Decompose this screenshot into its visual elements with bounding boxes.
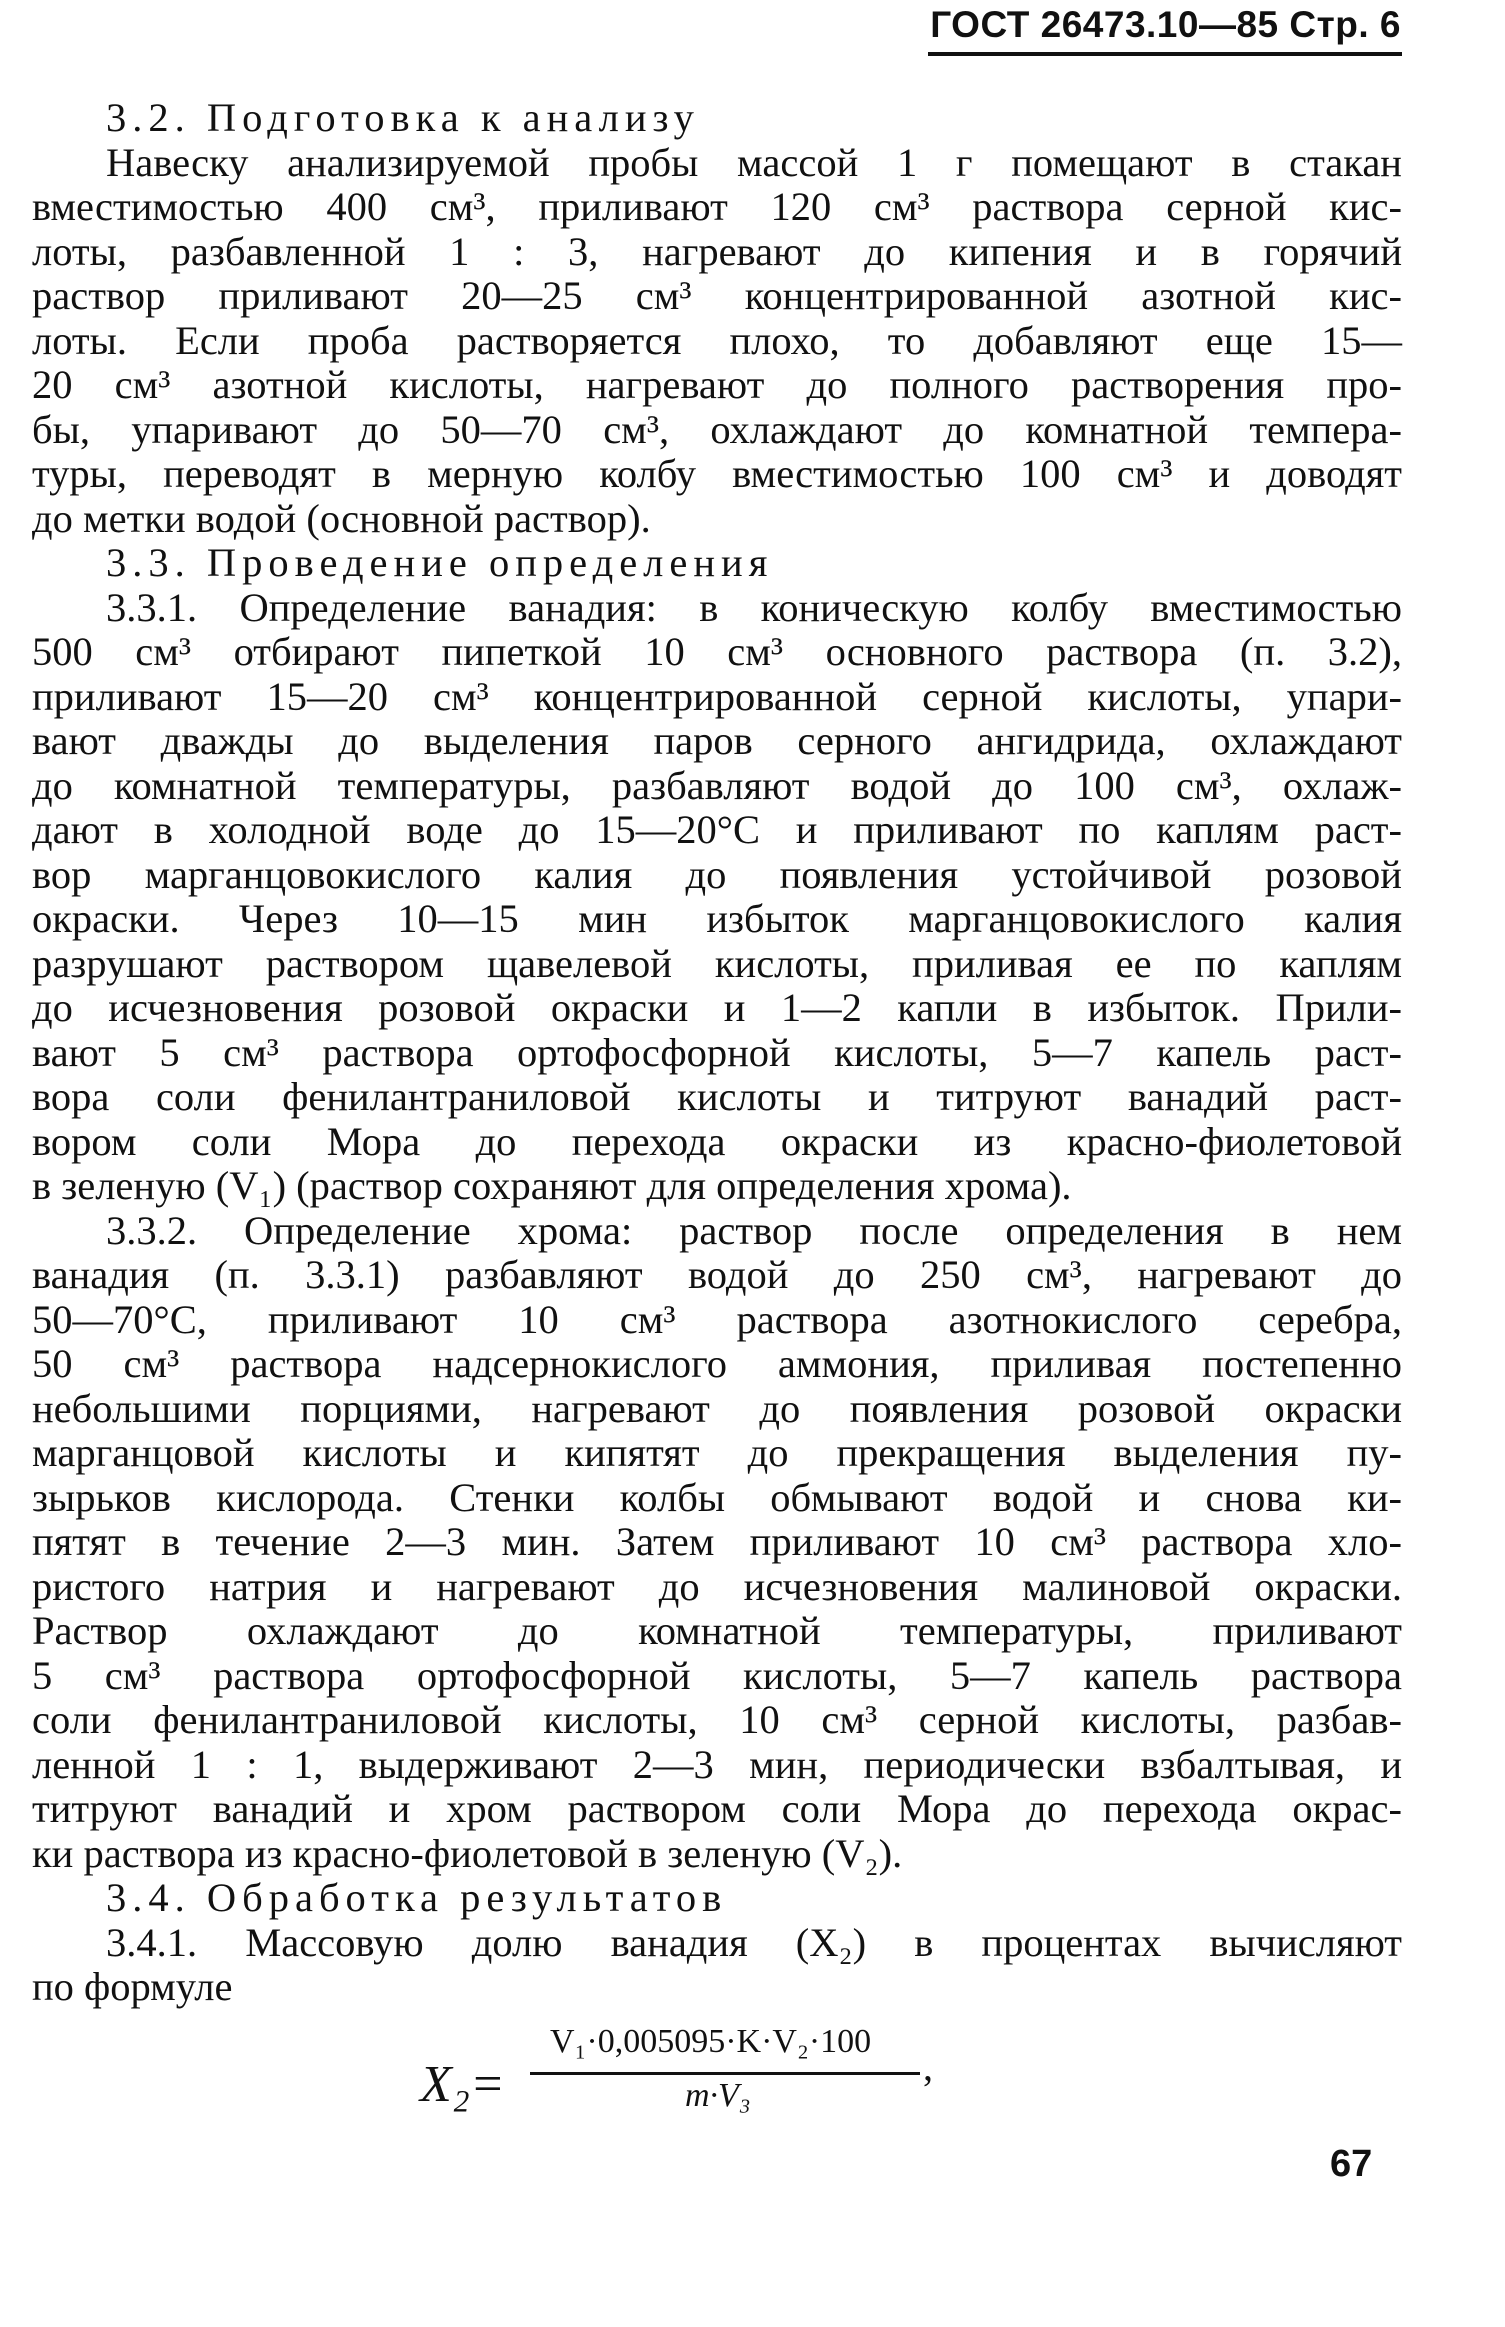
text-line: разрушают раствором щавелевой кислоты, приливая ее по каплям — [32, 940, 1402, 986]
text-line: небольшими порциями, нагревают до появления розовой окраски — [32, 1385, 1402, 1431]
text-line: до исчезновения розовой окраски и 1—2 капли в избыток. Прили- — [32, 985, 1402, 1030]
text-line: 3.3.2. Определение хрома: раствор после определения в нем — [106, 1207, 1402, 1253]
page-number: 67 — [1330, 2143, 1373, 2185]
section-heading-3-2: 3.2. Подготовка к анализу — [106, 95, 700, 140]
formula-comma: , — [923, 2044, 933, 2089]
page-header — [930, 4, 1401, 46]
text-line: титруют ванадий и хром раствором соли Мора до перехода окрас- — [32, 1786, 1402, 1831]
text-line: приливают 15—20 см³ концентрированной серной кислоты, упари- — [32, 673, 1402, 719]
text-line: вают дважды до выделения паров серного ангидрида, охлаждают — [32, 718, 1402, 763]
standard-code: ГОСТ 26473.10—85 — [930, 4, 1279, 45]
text-line: 500 см³ отбирают пипеткой 10 см³ основного раствора (п. 3.2), — [32, 629, 1402, 674]
formula-numerator: V₁·0,005095·K·V₂·100 — [550, 2023, 872, 2060]
text-line: 5 см³ раствора ортофосфорной кислоты, 5—7 капель раствора — [32, 1652, 1402, 1698]
text-line: 50 см³ раствора надсернокислого аммония, приливая постепенно — [32, 1341, 1402, 1386]
vanadium-formula — [420, 2023, 1020, 2125]
formula-lhs: X₂= — [420, 2056, 505, 2113]
text-line: окраски. Через 10—15 мин избыток марганцовокислого калия — [32, 896, 1402, 941]
text-line: вором соли Мора до перехода окраски из красно-фиолетовой — [32, 1118, 1402, 1164]
text-line: соли фенилантраниловой кислоты, 10 см³ серной кислоты, разбав- — [32, 1697, 1402, 1742]
text-line: ристого натрия и нагревают до исчезновения малиновой окраски. — [32, 1563, 1402, 1609]
section-heading-3-4: 3.4. Обработка результатов — [106, 1875, 728, 1920]
text-line: ки раствора из красно-фиолетовой в зеленую (V₂). — [32, 1830, 903, 1876]
text-line: лоты, разбавленной 1 : 3, нагревают до кипения и в горячий — [32, 228, 1402, 274]
text-line: вают 5 см³ раствора ортофосфорной кислоты, 5—7 капель раст- — [32, 1029, 1402, 1075]
text-line: пятят в течение 2—3 мин. Затем приливают 10 см³ раствора хло- — [32, 1519, 1402, 1564]
formula-denominator: m·V₃ — [685, 2077, 751, 2114]
text-line: 20 см³ азотной кислоты, нагревают до полного растворения про- — [32, 362, 1402, 407]
text-line: ленной 1 : 1, выдерживают 2—3 мин, периодически взбалтывая, и — [32, 1741, 1402, 1787]
text-line: вместимостью 400 см³, приливают 120 см³ раствора серной кис- — [32, 184, 1402, 229]
text-line: вор марганцовокислого калия до появления устойчивой розовой — [32, 851, 1402, 897]
text-line: ванадия (п. 3.3.1) разбавляют водой до 250 см³, нагревают до — [32, 1252, 1402, 1297]
text-line: туры, переводят в мерную колбу вместимостью 100 см³ и доводят — [32, 451, 1402, 496]
text-line: 3.3.1. Определение ванадия: в коническую колбу вместимостью — [106, 584, 1402, 630]
text-line: бы, упаривают до 50—70 см³, охлаждают до комнатной темпера- — [32, 406, 1402, 452]
text-line: Раствор охлаждают до комнатной температуры, приливают — [32, 1608, 1402, 1653]
body-text — [32, 96, 1402, 2010]
text-line: в зеленую (V₁) (раствор сохраняют для определения хрома). — [32, 1163, 1072, 1208]
text-line: вора соли фенилантраниловой кислоты и титруют ванадий раст- — [32, 1074, 1402, 1119]
text-line: лоты. Если проба растворяется плохо, то добавляют еще 15— — [32, 317, 1402, 363]
text-line: зырьков кислорода. Стенки колбы обмывают водой и снова ки- — [32, 1474, 1402, 1520]
section-heading-3-3: 3.3. Проведение определения — [106, 540, 774, 585]
fraction-bar — [530, 2072, 920, 2075]
text-line: по формуле — [32, 1964, 233, 2009]
text-line: 50—70°С, приливают 10 см³ раствора азотнокислого серебра, — [32, 1296, 1402, 1342]
text-line: 3.4.1. Массовую долю ванадия (X₂) в процентах вычисляют — [106, 1919, 1402, 1965]
header-rule — [928, 52, 1402, 56]
page-label: Стр. 6 — [1289, 4, 1401, 45]
text-line: марганцовой кислоты и кипятят до прекращения выделения пу- — [32, 1430, 1402, 1475]
text-line: до метки водой (основной раствор). — [32, 495, 651, 541]
text-line: Навеску анализируемой пробы массой 1 г помещают в стакан — [106, 139, 1402, 185]
text-line: раствор приливают 20—25 см³ концентрированной азотной кис- — [32, 273, 1402, 318]
text-line: дают в холодной воде до 15—20°С и приливают по каплям раст- — [32, 807, 1402, 852]
text-line: до комнатной температуры, разбавляют водой до 100 см³, охлаж- — [32, 762, 1402, 808]
